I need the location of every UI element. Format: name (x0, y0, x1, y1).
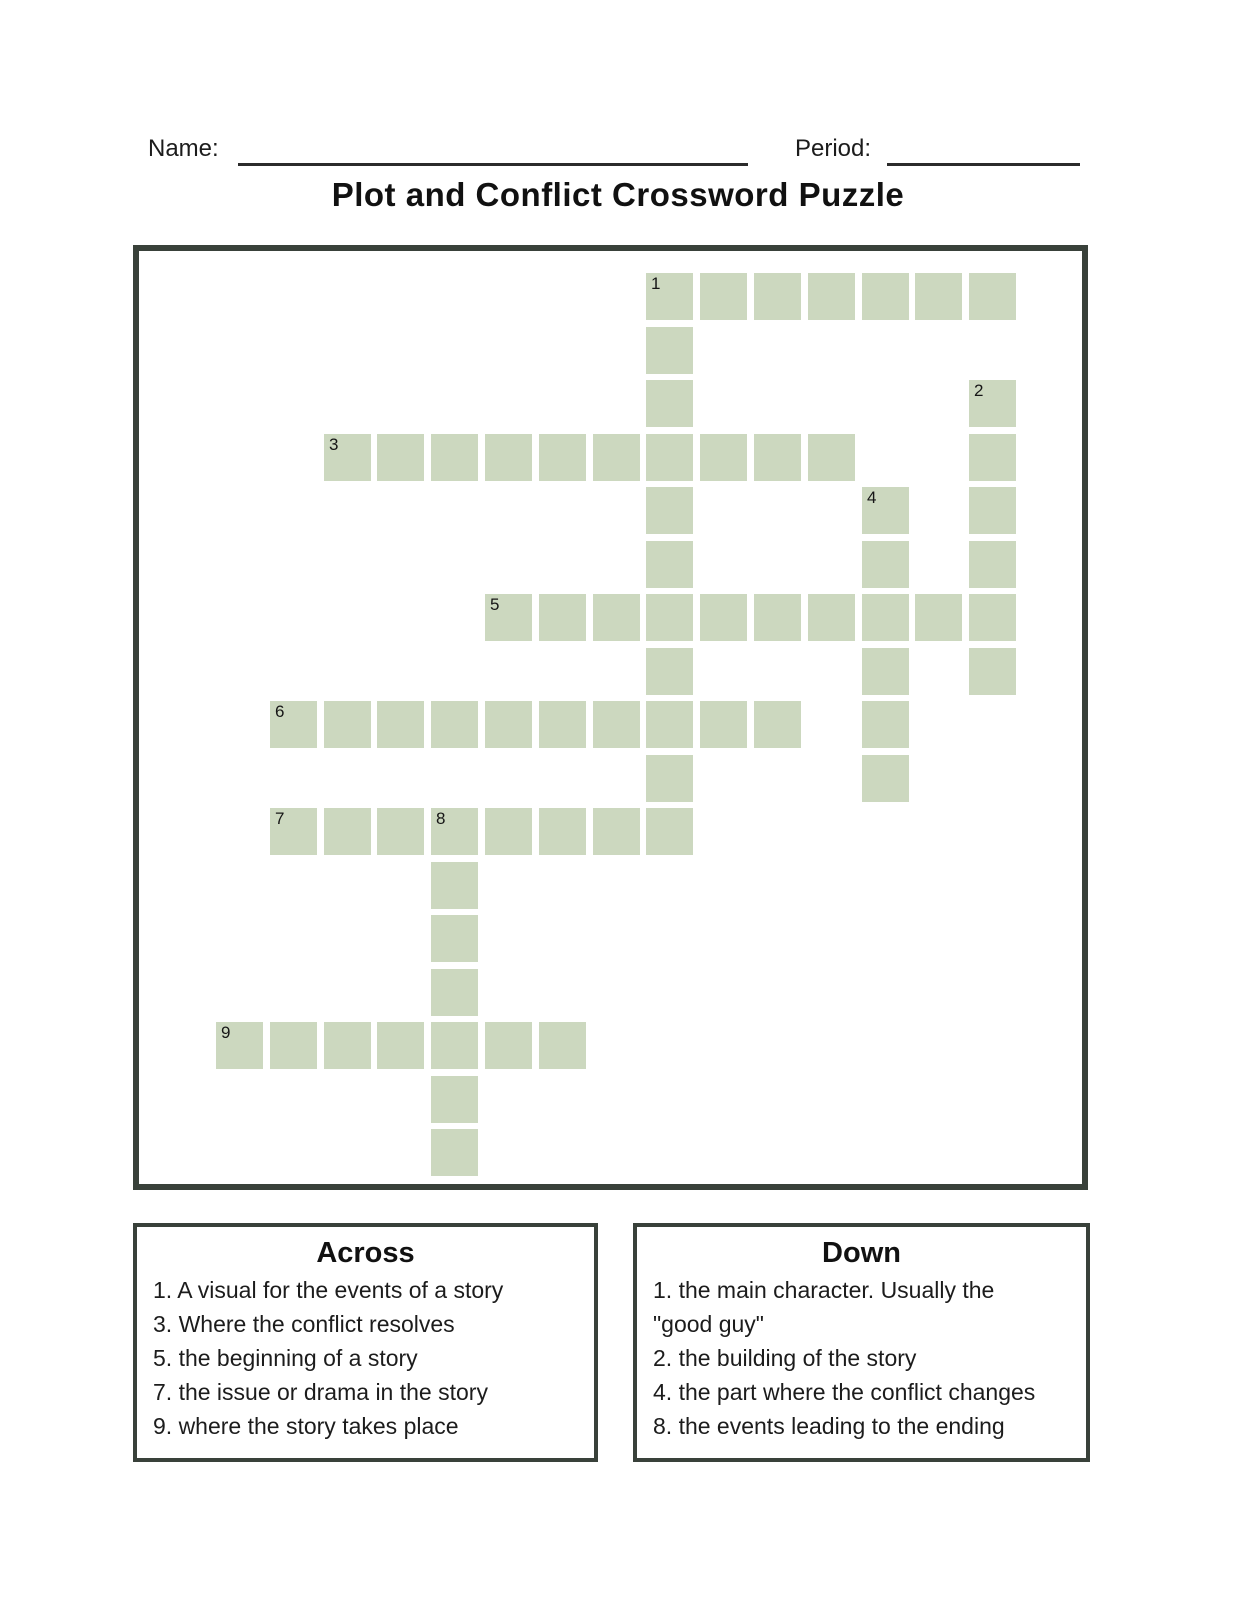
grid-cell[interactable] (754, 434, 801, 481)
grid-cell[interactable] (377, 808, 424, 855)
grid-cell[interactable] (969, 487, 1016, 534)
grid-cell[interactable] (593, 701, 640, 748)
grid-cell[interactable] (593, 594, 640, 641)
grid-cell[interactable] (431, 915, 478, 962)
grid-cell[interactable] (646, 327, 693, 374)
grid-cell[interactable] (485, 1022, 532, 1069)
cell-number: 2 (974, 381, 984, 400)
grid-cell[interactable] (862, 487, 909, 534)
grid-cell[interactable] (700, 701, 747, 748)
grid-cell[interactable] (646, 434, 693, 481)
grid-cell[interactable] (431, 1076, 478, 1123)
grid-cell[interactable] (969, 273, 1016, 320)
grid-cells-layer (139, 251, 1082, 1184)
grid-cell[interactable] (646, 273, 693, 320)
grid-cell[interactable] (646, 541, 693, 588)
grid-cell[interactable] (539, 1022, 586, 1069)
cell-number: 1 (651, 274, 661, 293)
grid-cell[interactable] (324, 808, 371, 855)
grid-cell[interactable] (915, 273, 962, 320)
grid-cell[interactable] (646, 487, 693, 534)
down-clues-box (633, 1223, 1090, 1462)
grid-cell[interactable] (593, 434, 640, 481)
grid-cell[interactable] (485, 701, 532, 748)
grid-cell[interactable] (862, 594, 909, 641)
clue-item: 2. the building of the story (653, 1345, 917, 1371)
grid-cell[interactable] (646, 755, 693, 802)
clue-item: 1. the main character. Usually the "good guy" (653, 1277, 995, 1337)
grid-cell[interactable] (485, 434, 532, 481)
grid-cell[interactable] (270, 1022, 317, 1069)
grid-cell[interactable] (431, 434, 478, 481)
grid-cell[interactable] (431, 969, 478, 1016)
grid-cell[interactable] (431, 1129, 478, 1176)
grid-cell[interactable] (216, 1022, 263, 1069)
grid-cell[interactable] (431, 862, 478, 909)
cell-number: 7 (275, 809, 285, 828)
grid-cell[interactable] (431, 1022, 478, 1069)
grid-cell[interactable] (539, 808, 586, 855)
clue-item: 9. where the story takes place (153, 1413, 459, 1439)
cell-number: 8 (436, 809, 446, 828)
cell-number: 3 (329, 435, 339, 454)
cell-number: 4 (867, 488, 877, 507)
across-clues-box (133, 1223, 598, 1462)
grid-cell[interactable] (969, 541, 1016, 588)
grid-cell[interactable] (754, 594, 801, 641)
across-clue-list (137, 1273, 594, 1443)
grid-cell[interactable] (485, 808, 532, 855)
grid-cell[interactable] (862, 701, 909, 748)
grid-cell[interactable] (700, 273, 747, 320)
grid-cell[interactable] (485, 594, 532, 641)
name-input-line[interactable] (238, 163, 748, 166)
clue-item: 7. the issue or drama in the story (153, 1379, 488, 1405)
grid-cell[interactable] (377, 434, 424, 481)
clue-item: 1. A visual for the events of a story (153, 1277, 504, 1303)
grid-cell[interactable] (324, 1022, 371, 1069)
grid-cell[interactable] (539, 594, 586, 641)
name-label: Name: (148, 135, 219, 162)
grid-cell[interactable] (270, 701, 317, 748)
grid-cell[interactable] (862, 541, 909, 588)
grid-cell[interactable] (431, 701, 478, 748)
grid-cell[interactable] (377, 1022, 424, 1069)
grid-cell[interactable] (969, 594, 1016, 641)
grid-cell[interactable] (700, 594, 747, 641)
grid-cell[interactable] (270, 808, 317, 855)
period-input-line[interactable] (887, 163, 1080, 166)
grid-cell[interactable] (539, 701, 586, 748)
grid-cell[interactable] (646, 701, 693, 748)
down-title: Down (822, 1237, 901, 1269)
grid-cell[interactable] (700, 434, 747, 481)
grid-cell[interactable] (754, 273, 801, 320)
grid-cell[interactable] (377, 701, 424, 748)
grid-cell[interactable] (969, 648, 1016, 695)
grid-cell[interactable] (862, 755, 909, 802)
cell-number: 6 (275, 702, 285, 721)
grid-cell[interactable] (808, 273, 855, 320)
grid-cell[interactable] (431, 808, 478, 855)
grid-cell[interactable] (969, 434, 1016, 481)
grid-cell[interactable] (324, 434, 371, 481)
across-title: Across (316, 1237, 415, 1269)
grid-cell[interactable] (646, 648, 693, 695)
grid-cell[interactable] (593, 808, 640, 855)
clue-item: 5. the beginning of a story (153, 1345, 418, 1371)
grid-cell[interactable] (646, 808, 693, 855)
page-title: Plot and Conflict Crossword Puzzle (331, 176, 905, 213)
period-label: Period: (795, 135, 872, 162)
grid-cell[interactable] (915, 594, 962, 641)
grid-cell[interactable] (808, 594, 855, 641)
clue-item: 8. the events leading to the ending (653, 1413, 1005, 1439)
crossword-grid (133, 245, 1088, 1190)
grid-cell[interactable] (862, 273, 909, 320)
clue-item: 3. Where the conflict resolves (153, 1311, 455, 1337)
grid-cell[interactable] (324, 701, 371, 748)
cell-number: 5 (490, 595, 500, 614)
grid-cell[interactable] (646, 380, 693, 427)
grid-cell[interactable] (862, 648, 909, 695)
clue-item: 4. the part where the conflict changes (653, 1379, 1036, 1405)
grid-cell[interactable] (808, 434, 855, 481)
grid-cell[interactable] (969, 380, 1016, 427)
cell-number: 9 (221, 1023, 231, 1042)
grid-cell[interactable] (646, 594, 693, 641)
grid-cell[interactable] (754, 701, 801, 748)
down-clue-list (637, 1273, 1086, 1443)
grid-cell[interactable] (539, 434, 586, 481)
